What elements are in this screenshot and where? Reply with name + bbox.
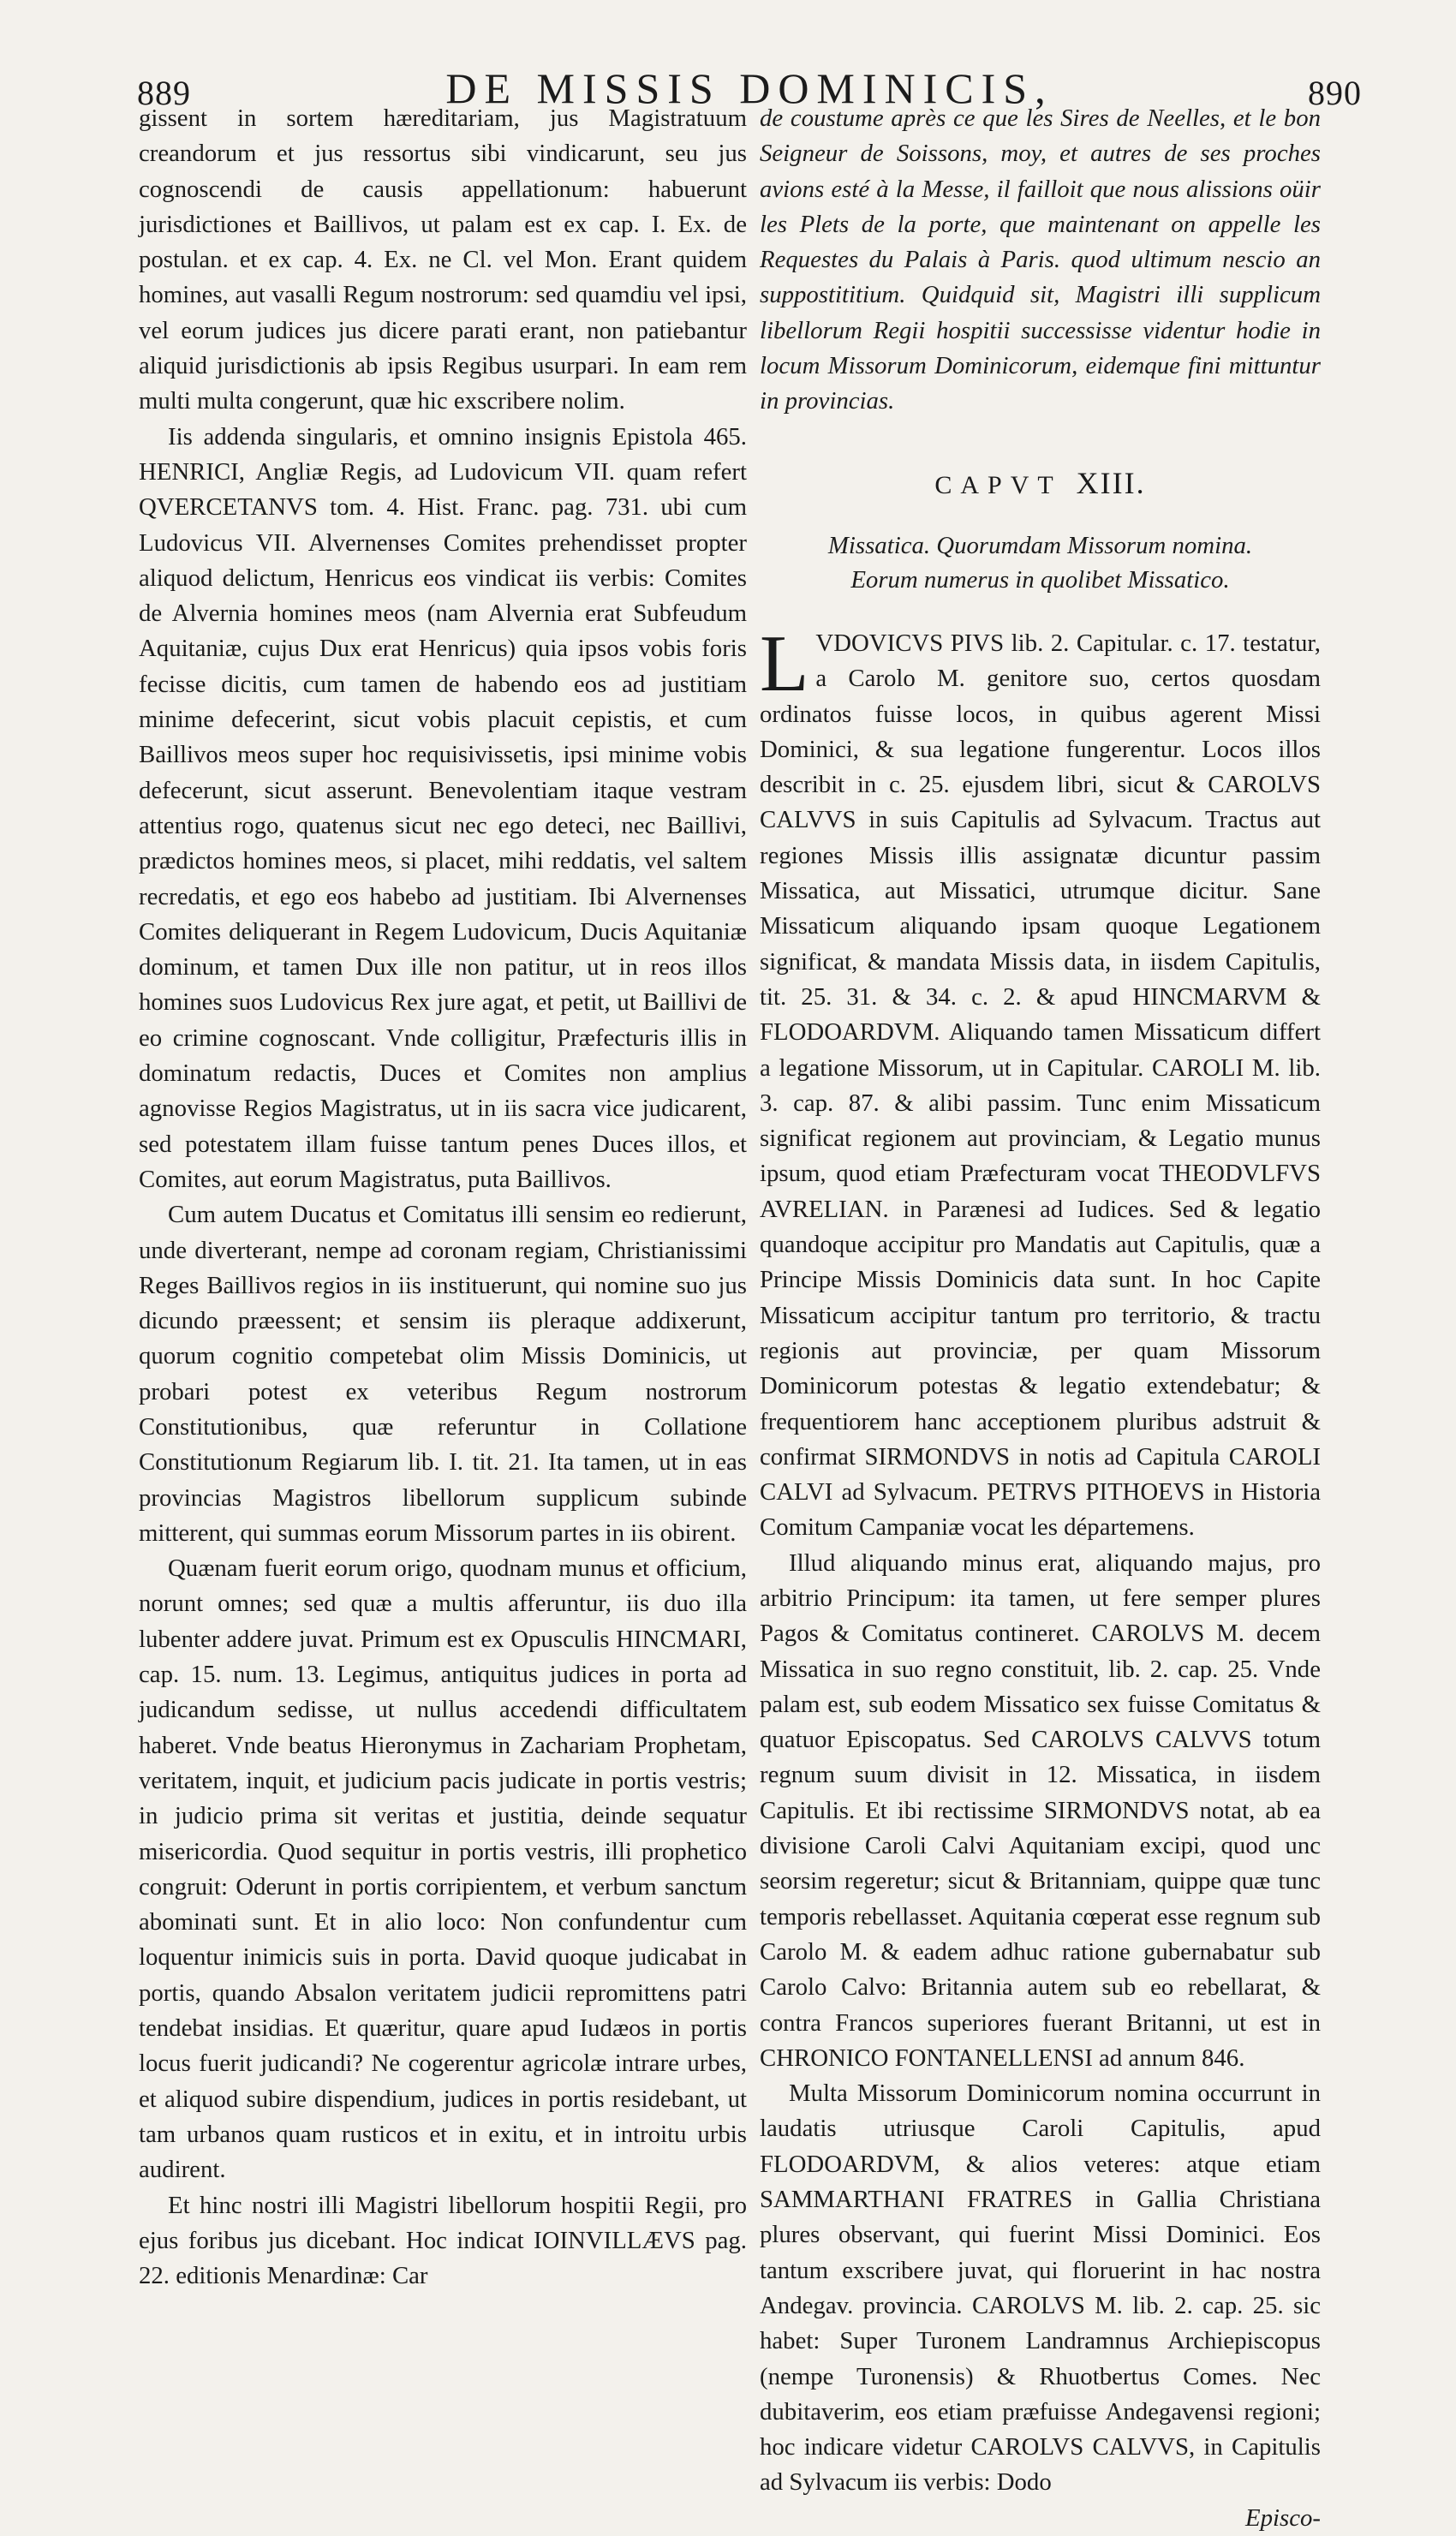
paragraph: Et hinc nostri illi Magistri libellorum hospitii Regii, pro ejus foribus jus dicebant. Hoc indicat IOINVILLÆVS pag. 22. editionis Menardinæ: Car xyxy=(139,2191,747,2290)
left-column xyxy=(139,101,747,2294)
paragraph: Iis addenda singularis, et omnino insignis Epistola 465. HENRICI, Angliæ Regis, ad Ludovicum VII. quam refert QVERCETANVS tom. 4. Hist. Franc. pag. 731. ubi cum Ludovicus VII. Alvernenses Comites prehendisset propter aliquod delictum, Henricus eos vindicat iis verbis: Comites de Alvernia homines meos (nam Alvernia erat Subfeudum Aquitaniæ, cujus Dux erat Henricus) quia ipsos vobis foris fecisse dicitis, cum tamen de habendo eos ad justitiam minime defecerint, sicut vobis placuit cepistis, et cum Baillivos meos super hoc requisivissetis, ipsi minime vobis defecerunt, sicut asserunt. Benevolentiam itaque vestram attentius rogo, quatenus sicut nec ego deteci, nec Baillivi, prædictos homines meos, si placet, mihi reddatis, vel saltem recredatis, et ego eos habebo ad justitiam. Ibi Alvernenses Comites deliquerant in Regem Ludovicum, Ducis Aquitaniæ dominum, et tamen Dux ille non patitur, ut in reos illos homines suos Ludovicus Rex jure agat, et petit, ut Baillivi de eo crimine cognoscant. Vnde colligitur, Præfecturis illis in dominatum redactis, Duces et Comites non amplius agnovisse Regios Magistratus, ut in iis sacra vice judicarent, sed potestatem illam fuisse tantum penes Duces illos, et Comites, aut eorum Magistratus, puta Baillivos. xyxy=(139,422,747,1193)
paragraph: Quænam fuerit eorum origo, quodnam munus et officium, norunt omnes; sed quæ a multis afferuntur, iis duo illa lubenter addere juvat. Primum est ex Opusculis HINCMARI, cap. 15. num. 13. Legimus, antiquitus judices in porta ad judicandum sedisse, ut nullus accedendi difficultatem haberet. Vnde beatus Hieronymus in Zachariam Prophetam, veritatem, inquit, et judicium pacis judicate in portis vestris; in judicio prima sit veritas et justitia, deinde sequatur misericordia. Quod sequitur in portis vestris, illi prophetico congruit: Oderunt in portis corripientem, et verbum sanctum abominati sunt. Et in alio loco: Non confundentur cum loquentur inimicis suis in porta. David quoque judicabat in portis, quando Absalon veritatem judicii repromittens patri tendebat insidias. Et quæritur, quare apud Iudæos in portis locus fuerit judicandi? Ne cogerentur agricolæ intrare urbes, et aliquod subire dispendium, judices in portis residebant, ut tam urbanos quam rusticos et in exitu, et in introitu urbis audirent. xyxy=(139,1554,747,2184)
right-column xyxy=(760,101,1321,2536)
drop-cap: L xyxy=(760,618,809,708)
summary-line: Missatica. Quorumdam Missorum nomina. xyxy=(827,531,1253,559)
right-page-number: 890 xyxy=(1307,74,1362,112)
paragraph: Illud aliquando minus erat, aliquando majus, pro arbitrio Principum: ita tamen, ut fere semper plures Pagos & Comitatus contineret. CAROLVS M. decem Missatica in suo regno constituit, lib. 2. cap. 25. Vnde palam est, sub eodem Missatico sex fuisse Comitatus & quatuor Episcopatus. Sed CAROLVS CALVVS totum regnum suum divisit in 12. Missatica, in iisdem Capitulis. Et ibi rectissime SIRMONDVS notat, ab ea divisione Caroli Calvi Aquitaniam excipi, quod unc seorsim regeretur; sicut & Britanniam, quippe quæ tunc temporis rebellasset. Aquitania cœperat esse regnum sub Carolo M. & eadem adhuc ratione gubernabatur sub Carolo Calvo: Britannia autem sub eo rebellarat, & contra Francos superiores fuerant Britanni, ut est in CHRONICO FONTANELLENSI ad annum 846. xyxy=(760,1548,1321,2072)
left-page-number: 889 xyxy=(137,74,191,112)
paragraph: gissent in sortem hæreditariam, jus Magistratuum creandorum et jus ressortus sibi vindicarunt, seu jus cognoscendi de causis appellationum: habuerunt jurisdictiones et Baillivos, ut palam est ex cap. I. Ex. de postulan. et ex cap. 4. Ex. ne Cl. vel Mon. Erant quidem homines, aut vasalli Regum nostrorum: sed quamdiu vel ipsi, vel eorum judices jus dicere parati erant, non patiebantur aliquid jurisdictionis ab ipsis Regibus usurpari. In eam rem multi multa congerunt, quæ hic exscribere nolim. xyxy=(139,104,747,415)
paragraph xyxy=(760,618,1321,1546)
paragraph: Multa Missorum Dominicorum nomina occurrunt in laudatis utriusque Caroli Capitulis, apud FLODOARDVM, & alios veteres: atque etiam SAMMARTHANI FRATRES in Gallia Christiana plures observant, qui fuerint Missi Dominici. Eos tantum exscribere juvat, qui floruerint in hac nostra Andegav. provincia. CAROLVS M. lib. 2. cap. 25. sic habet: Super Turonem Landramnus Archiepiscopus (nempe Turonensis) & Rhuotbertus Comes. Nec dubitaverim, eos etiam præfuisse Andegavensi regioni; hoc indicare videtur CAROLVS CALVVS, in Capitulis ad Sylvacum iis verbis: Dodo xyxy=(760,2080,1321,2497)
chapter-heading xyxy=(760,466,1321,503)
chapter-number: XIII. xyxy=(1076,465,1146,500)
summary-line: Eorum numerus in quolibet Missatico. xyxy=(850,565,1230,594)
catchword: Episco- xyxy=(1245,2503,1321,2532)
paragraph-text: VDOVICVS PIVS lib. 2. Capitular. c. 17. testatur, a Carolo M. genitore suo, certos quosdam ordinatos fuisse locos, in quibus agerent Missi Dominici, & sua legatione fungerentur. Locos illos describit in c. 25. ejusdem libri, sicut & CAROLVS CALVVS in suis Capitulis ad Sylvacum. Tractus aut regiones Missis illis assignatæ dicuntur passim Missatica, aut Missatici, utrumque dicitur. Sane Missaticum aliquando ipsam quoque Legationem significat, & mandata Missis data, in iisdem Capitulis, tit. 25. 31. & 34. c. 2. & apud HINCMARVM & FLODOARDVM. Aliquando tamen Missaticum differt a legatione Missorum, ut in Capitular. CAROLI M. lib. 3. cap. 87. & alibi passim. Tunc enim Missaticum significat regionem aut provinciam, & Legatio munus ipsum, quod etiam Præfecturam vocat THEODVLFVS AVRELIAN. in Parænesi ad Iudices. Sed & legatio quandoque accipitur pro Mandatis aut Capitulis, quæ a Principe Missis Dominicis data sunt. In hoc Capite Missaticum accipitur tantum pro territorio, & tractu regionis aut provinciæ, per quam Missorum Dominicorum potestas & legatio extendebatur; & frequentiorem hanc acceptionem pluribus adstruit & confirmat SIRMONDVS in notis ad Capitula CAROLI CALVI ad Sylvacum. PETRVS PITHOEVS in Historia Comitum Campaniæ vocat les départemens. xyxy=(760,629,1321,1542)
running-title: DE MISSIS DOMINICIS, xyxy=(445,64,1053,112)
paragraph: Cum autem Ducatus et Comitatus illi sensim eo redierunt, unde diverterant, nempe ad coronam regiam, Christianissimi Reges Baillivos regios in iis instituerunt, qui nomine suo jus dicundo præessent; et sensim iis pleraque addixerunt, quorum cognitio competebat olim Missis Dominicis, ut probari potest ex veteribus Regum nostrorum Constitutionibus, quæ referuntur in Collatione Constitutionum Regiarum lib. I. tit. 21. Ita tamen, ut in eas provincias Magistros libellorum supplicum subinde mitterent, qui summas eorum Missorum partes in iis obirent. xyxy=(139,1201,747,1547)
chapter-word: CAPVT xyxy=(934,470,1062,499)
chapter-summary xyxy=(760,528,1321,597)
french-quotation: de coustume après ce que les Sires de Neelles, et le bon Seigneur de Soissons, moy, et autres de ses proches avions esté à la Messe, il failloit que nous alissions oüir les Plets de la porte, que maintenant on appelle les Requestes du Palais à Paris. quod ultimum nescio an suppostititium. Quidquid sit, Magistri illi supplicum libellorum Regii hospitii successisse videntur hodie in locum Missorum Dominicorum, eidemque fini mittuntur in provincias. xyxy=(760,104,1321,415)
